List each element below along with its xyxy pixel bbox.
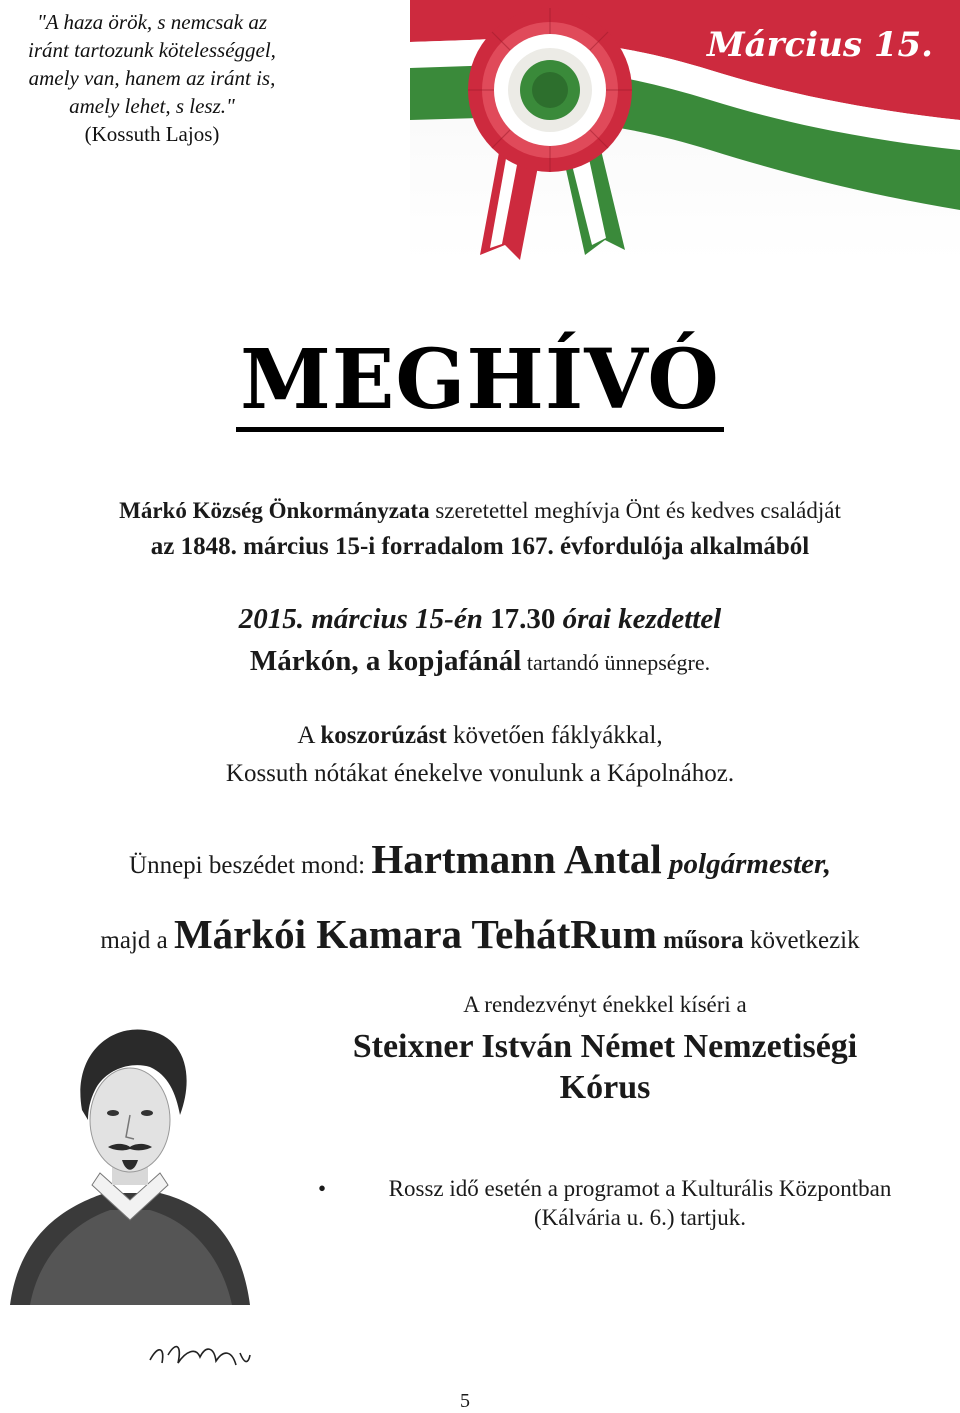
quote-line: amely lehet, s lesz.": [69, 94, 235, 118]
speech-line: [0, 835, 960, 883]
title-text: MEGHÍVÓ: [236, 335, 724, 432]
choir-name: [300, 1026, 910, 1108]
program-word: műsora: [656, 927, 744, 954]
event-time-text: órai kezdettel: [555, 603, 722, 635]
invite-text: szeretettel meghívja Önt és kedves családját: [429, 498, 841, 523]
banner-text: Március 15.: [706, 25, 934, 65]
invite-line-1: [0, 498, 960, 524]
petofi-portrait: [0, 1015, 260, 1390]
page-title: [0, 332, 960, 432]
date-time-line: [0, 603, 960, 636]
speaker-role: polgármester,: [661, 848, 831, 880]
choir-name-line: Steixner István Német Nemzetiségi: [352, 1028, 858, 1065]
event-place: Márkón, a kopjafánál: [249, 645, 522, 677]
wreath-line-1: [0, 722, 960, 750]
venue-rest: tartandó ünnepségre.: [521, 650, 711, 675]
quote-line: "A haza örök, s nemcsak az: [36, 10, 268, 34]
kossuth-quote: [2, 8, 302, 148]
note-line: (Kálvária u. 6.) tartjuk.: [533, 1205, 747, 1230]
event-time: 17.30: [490, 603, 556, 635]
quote-author: (Kossuth Lajos): [84, 122, 220, 146]
organizer-name: Márkó Község Önkormányzata: [119, 498, 430, 523]
march-15-banner: [410, 0, 960, 262]
wreath-word: koszorúzást: [320, 722, 447, 749]
program-pre: majd a: [100, 927, 174, 954]
program-post: következik: [743, 927, 860, 954]
wreath-line-2: Kossuth nótákat énekelve vonulunk a Kápolnához.: [225, 760, 735, 787]
speaker-name: Hartmann Antal: [371, 836, 662, 882]
event-date: 2015. március 15-én: [238, 603, 483, 635]
choir-intro: A rendezvényt énekkel kíséri a: [463, 992, 747, 1017]
bullet-icon: •: [318, 1176, 327, 1201]
choir-name-line: Kórus: [559, 1069, 651, 1106]
wreath-post: követően fáklyákkal,: [446, 722, 663, 749]
venue-line: [0, 645, 960, 678]
program-line: [0, 910, 960, 958]
signature: [150, 1347, 250, 1365]
wreath-pre: A: [297, 722, 321, 749]
quote-line: amely van, hanem az iránt is,: [28, 66, 276, 90]
program-name: Márkói Kamara TehátRum: [173, 911, 657, 957]
anniversary-line: az 1848. március 15-i forradalom 167. évfordulója alkalmából: [150, 533, 810, 560]
page-number: 5: [460, 1390, 470, 1412]
note-line: Rossz idő esetén a programot a Kulturális Központban: [388, 1176, 892, 1201]
speech-label: Ünnepi beszédet mond:: [129, 852, 372, 879]
quote-line: iránt tartozunk kötelességgel,: [28, 38, 276, 62]
